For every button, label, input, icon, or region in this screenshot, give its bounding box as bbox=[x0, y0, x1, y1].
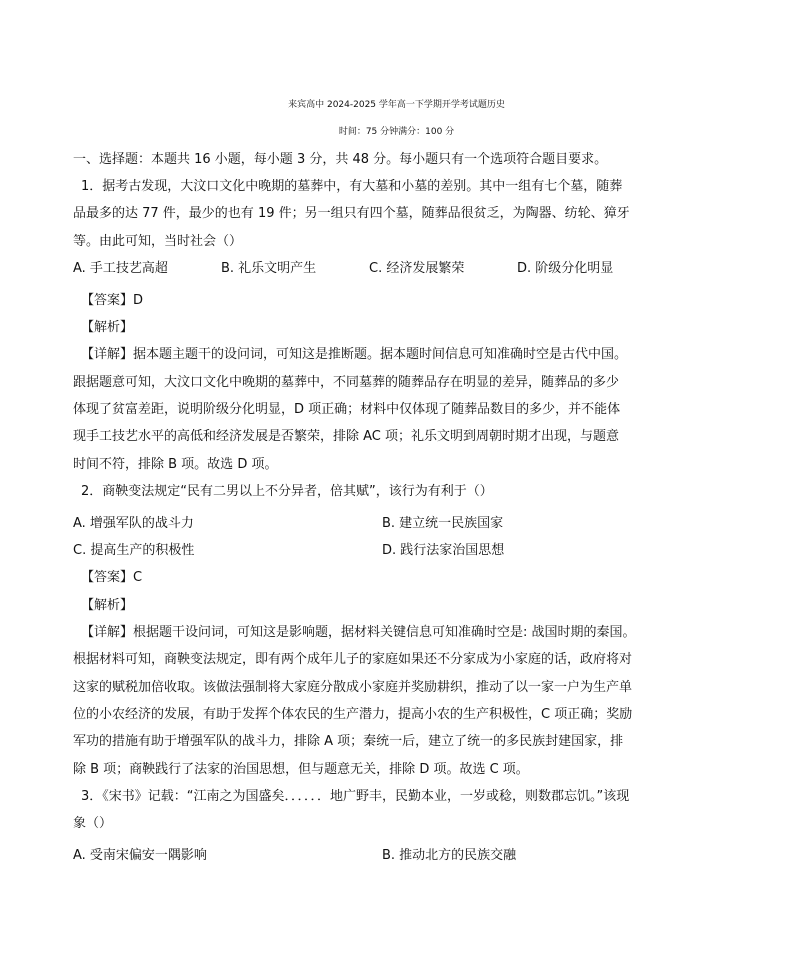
q1-explanation-line-1: 【详解】据本题主题干的设问词，可知这是推断题。据本题时间信息可知准确时空是古代中国。 bbox=[81, 347, 628, 362]
q2-explanation-line-4: 位的小农经济的发展，有助于发挥个体农民的生产潜力，提高小农的生产积极性，C 项正确；奖励 bbox=[73, 707, 633, 722]
q1-explanation-line-2: 跟据题意可知，大汶口文化中晚期的墓葬中，不同墓葬的随葬品存在明显的差异，随葬品的多少 bbox=[73, 375, 620, 390]
q2-option-c: C. 提高生产的积极性 bbox=[73, 543, 195, 558]
q1-explanation-line-3: 体现了贫富差距，说明阶级分化明显，D 项正确；材料中仅体现了随葬品数目的多少，并不能体 bbox=[73, 402, 621, 417]
q2-explanation-line-2: 根据材料可知，商鞅变法规定，即有两个成年儿子的家庭如果还不分家成为小家庭的话，政府将对 bbox=[73, 652, 633, 667]
q1-analysis-label: 【解析】 bbox=[81, 320, 134, 335]
q2-explanation-line-5: 军功的措施有助于增强军队的战斗力，排除 A 项；秦统一后，建立了统一的多民族封建国家，排 bbox=[73, 734, 624, 749]
q2-explanation-line-3: 这家的赋税加倍收取。该做法强制将大家庭分散成小家庭并奖励耕织，推动了以一家一户为生产单 bbox=[73, 680, 633, 695]
q1-option-a: A. 手工技艺高超 bbox=[73, 261, 168, 276]
q1-explanation-line-4: 现手工技艺水平的高低和经济发展是否繁荣，排除 AC 项；礼乐文明到周朝时期才出现，与题意 bbox=[73, 429, 620, 444]
q2-analysis-label: 【解析】 bbox=[81, 598, 134, 613]
q1-answer: 【答案】D bbox=[81, 293, 144, 308]
q3-stem-line-1: 3．《宋书》记载：“江南之为国盛矣．．．．．．地广野丰，民勤本业，一岁或稔，则数郡忘饥。”该现 bbox=[81, 789, 630, 804]
q1-explanation-line-5: 时间不符，排除 B 项。故选 D 项。 bbox=[73, 457, 278, 472]
section-heading: 一、选择题：本题共 16 小题，每小题 3 分，共 48 分。每小题只有一个选项符合题目要求。 bbox=[73, 152, 608, 167]
q1-option-b: B. 礼乐文明产生 bbox=[221, 261, 317, 276]
q3-option-a: A. 受南宋偏安一隅影响 bbox=[73, 848, 207, 863]
q2-option-a: A. 增强军队的战斗力 bbox=[73, 516, 194, 531]
document-title: 来宾高中 2024-2025 学年高一下学期开学考试题历史 bbox=[288, 100, 505, 110]
q3-stem-line-2: 象（） bbox=[73, 816, 113, 831]
q3-option-b: B. 推动北方的民族交融 bbox=[382, 848, 517, 863]
q1-stem-line-3: 等。由此可知，当时社会（） bbox=[73, 234, 243, 249]
exam-info: 时间：75 分钟满分：100 分 bbox=[338, 127, 455, 137]
q2-option-d: D. 践行法家治国思想 bbox=[382, 543, 505, 558]
q1-stem-line-2: 品最多的达 77 件，最少的也有 19 件；另一组只有四个墓，随葬品很贫乏，为陶器、纺轮、獐牙 bbox=[73, 206, 630, 221]
q1-option-d: D. 阶级分化明显 bbox=[517, 261, 614, 276]
q2-answer: 【答案】C bbox=[81, 570, 143, 585]
q2-explanation-line-1: 【详解】根据题干设问词，可知这是影响题，据材料关键信息可知准确时空是: 战国时期的秦国。 bbox=[81, 625, 636, 640]
q2-stem: 2．商鞅变法规定“民有二男以上不分异者，倍其赋”，该行为有利于（） bbox=[81, 484, 493, 499]
q1-stem-line-1: 1．据考古发现，大汶口文化中晚期的墓葬中，有大墓和小墓的差别。其中一组有七个墓，随葬 bbox=[81, 179, 623, 194]
q2-explanation-line-6: 除 B 项；商鞅践行了法家的治国思想，但与题意无关，排除 D 项。故选 C 项。 bbox=[73, 762, 529, 777]
q2-option-b: B. 建立统一民族国家 bbox=[382, 516, 504, 531]
q1-option-c: C. 经济发展繁荣 bbox=[369, 261, 465, 276]
